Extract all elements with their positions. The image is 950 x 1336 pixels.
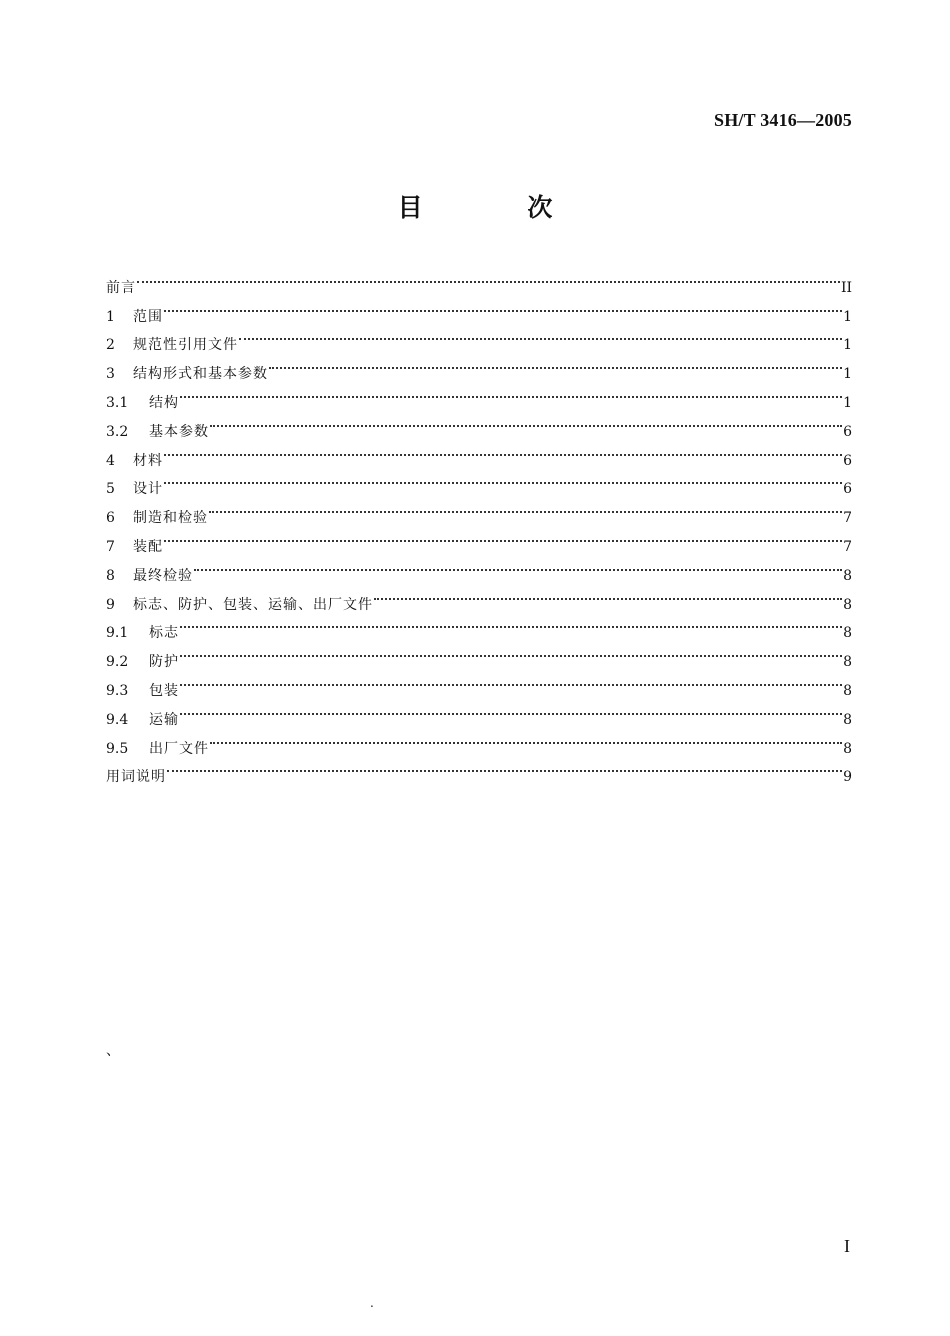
toc-entry[interactable] xyxy=(106,378,852,411)
toc-entry-page: 7 xyxy=(843,510,852,527)
dot-leader xyxy=(180,378,842,407)
dot-leader xyxy=(164,292,842,321)
dot-leader xyxy=(164,465,842,494)
dot-leader xyxy=(239,321,842,350)
toc-entry[interactable] xyxy=(106,637,852,671)
dot-leader xyxy=(209,493,842,522)
dot-leader xyxy=(137,263,840,292)
toc-entry-page: 8 xyxy=(843,682,852,699)
toc-entry-label: 规范性引用文件 xyxy=(133,337,238,354)
toc-entry-page: 1 xyxy=(843,308,852,325)
toc-entry-label: 最终检验 xyxy=(133,567,193,584)
toc-entry-label: 制造和检验 xyxy=(133,510,208,527)
toc-entry-number: 7 xyxy=(106,538,115,555)
toc-entry-page: 1 xyxy=(843,394,852,411)
dot-leader xyxy=(180,609,842,638)
toc-entry-page: 8 xyxy=(843,567,852,584)
dot-leader xyxy=(180,666,842,695)
toc-entry-number: 3.2 xyxy=(106,423,129,440)
toc-entry-label: 设计 xyxy=(133,481,163,498)
toc-entry[interactable] xyxy=(106,465,852,498)
toc-entry[interactable] xyxy=(106,609,852,642)
toc-entry-label: 装配 xyxy=(133,538,163,555)
toc-entry-page: 6 xyxy=(843,452,852,469)
toc-entry-page: 7 xyxy=(843,538,852,555)
toc-entry[interactable] xyxy=(106,724,852,757)
toc-entry-page: II xyxy=(840,279,852,296)
dot-leader xyxy=(269,349,842,378)
dot-leader xyxy=(180,637,842,666)
dot-leader xyxy=(180,695,842,724)
toc-entry[interactable] xyxy=(106,407,852,440)
standard-code: SH/T 3416—2005 xyxy=(714,110,852,130)
toc-entry-label: 范围 xyxy=(133,308,163,325)
toc-entry-number: 5 xyxy=(106,481,115,498)
toc-entry[interactable] xyxy=(106,551,852,584)
toc-entry[interactable] xyxy=(106,263,852,296)
toc-entry-label: 前言 xyxy=(106,279,136,296)
toc-entry-number: 4 xyxy=(106,452,115,469)
toc-entry-label: 防护 xyxy=(149,654,179,671)
toc-entry-number: 9 xyxy=(106,596,115,613)
toc-entry-number: 8 xyxy=(106,567,115,584)
toc-entry-label: 材料 xyxy=(133,452,163,469)
toc-entry-page: 1 xyxy=(843,366,852,383)
toc-entry-page: 6 xyxy=(843,481,852,498)
toc-entry-number: 3 xyxy=(106,366,115,383)
toc-entry-label: 标志 xyxy=(149,625,179,642)
toc-entry-number: 9.2 xyxy=(106,654,129,671)
toc-entry[interactable] xyxy=(106,493,852,527)
stray-mark: 、 xyxy=(106,1043,120,1059)
toc-entry-page: 1 xyxy=(843,337,852,354)
dot-leader xyxy=(164,522,842,551)
toc-entry[interactable] xyxy=(106,436,852,469)
toc-entry-number: 9.4 xyxy=(106,711,129,728)
dot-leader xyxy=(210,407,842,436)
toc-entry-page: 8 xyxy=(843,625,852,642)
toc-entry-number: 6 xyxy=(106,510,115,527)
scan-dot: . xyxy=(370,1296,374,1310)
dot-leader xyxy=(210,724,842,753)
toc-entry-label: 标志、防护、包装、运输、出厂文件 xyxy=(133,596,373,613)
toc-entry-page: 9 xyxy=(843,769,852,786)
toc-entry-page: 8 xyxy=(843,654,852,671)
toc-entry-label: 用词说明 xyxy=(106,769,166,786)
toc-entry-page: 8 xyxy=(843,596,852,613)
toc-entry-number: 2 xyxy=(106,337,115,354)
toc-entry-number: 9.1 xyxy=(106,625,129,642)
toc-entry-number: 3.1 xyxy=(106,394,129,411)
toc-entry-label: 出厂文件 xyxy=(149,740,209,757)
toc-entry[interactable] xyxy=(106,580,852,613)
toc-entry-label: 结构形式和基本参数 xyxy=(133,366,268,383)
toc-entry-page: 6 xyxy=(843,423,852,440)
toc-entry-number: 1 xyxy=(106,308,115,325)
toc-entry-label: 基本参数 xyxy=(149,423,209,440)
toc-entry[interactable] xyxy=(106,695,852,728)
toc-entry-label: 包装 xyxy=(149,682,179,699)
toc-entry[interactable] xyxy=(106,753,852,786)
dot-leader xyxy=(164,436,842,465)
toc-entry[interactable] xyxy=(106,321,852,354)
toc-entry-number: 9.5 xyxy=(106,740,129,757)
toc-entry-label: 运输 xyxy=(149,711,179,728)
dot-leader xyxy=(374,580,842,609)
toc-entry[interactable] xyxy=(106,666,852,699)
toc-entry-number: 9.3 xyxy=(106,682,129,699)
toc-entry-page: 8 xyxy=(843,740,852,757)
table-of-contents xyxy=(106,263,852,786)
toc-entry-label: 结构 xyxy=(149,394,179,411)
page-title: 目 次 xyxy=(397,193,601,222)
toc-entry-page: 8 xyxy=(843,711,852,728)
toc-entry[interactable] xyxy=(106,522,852,555)
toc-entry[interactable] xyxy=(106,292,852,325)
dot-leader xyxy=(167,753,842,782)
page-number: I xyxy=(844,1236,850,1256)
dot-leader xyxy=(194,551,842,580)
